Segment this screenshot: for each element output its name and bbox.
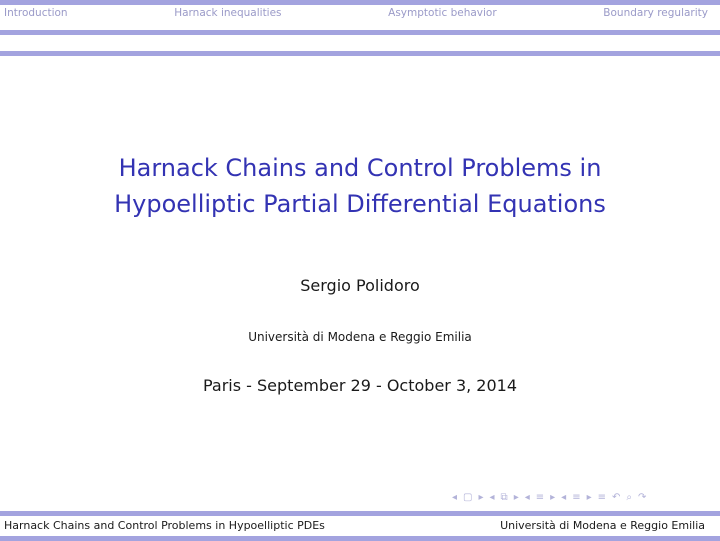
- footer-short-title: Harnack Chains and Control Problems in Hypoelliptic PDEs: [4, 519, 325, 532]
- prev-subsection-icon[interactable]: ◂: [524, 491, 530, 503]
- prev-section-icon[interactable]: ◂: [561, 491, 567, 503]
- footer-top-bar: [0, 511, 720, 516]
- slide-icon[interactable]: ▢: [463, 491, 473, 503]
- nav-item-boundary-regularity[interactable]: Boundary regularity: [603, 7, 708, 19]
- frame-icon[interactable]: ⧉: [500, 491, 508, 503]
- nav-item-introduction[interactable]: Introduction: [4, 7, 68, 19]
- header-divider-bar: [0, 51, 720, 56]
- beamer-navigation-symbols[interactable]: [452, 490, 712, 504]
- title-line-1: Harnack Chains and Control Problems in: [118, 154, 602, 182]
- next-subsection-icon[interactable]: ▸: [550, 491, 556, 503]
- footer-institution: Università di Modena e Reggio Emilia: [500, 519, 705, 532]
- title-line-2: Hypoelliptic Partial Differential Equations: [114, 190, 606, 218]
- prev-slide-icon[interactable]: ◂: [452, 491, 458, 503]
- prev-frame-icon[interactable]: ◂: [489, 491, 495, 503]
- next-slide-icon[interactable]: ▸: [478, 491, 484, 503]
- document-icon[interactable]: ≡: [597, 491, 607, 503]
- nav-bottom-bar: [0, 30, 720, 35]
- slide-title: [0, 150, 720, 222]
- nav-item-harnack-inequalities[interactable]: Harnack inequalities: [174, 7, 282, 19]
- next-frame-icon[interactable]: ▸: [513, 491, 519, 503]
- top-bar: [0, 0, 720, 5]
- event-date: Paris - September 29 - October 3, 2014: [202, 376, 518, 395]
- nav-item-asymptotic-behavior[interactable]: Asymptotic behavior: [388, 7, 497, 19]
- section-navigation: [0, 0, 720, 30]
- footer: [0, 511, 720, 541]
- author: Sergio Polidoro: [300, 276, 420, 295]
- search-back-icon[interactable]: ↶: [612, 491, 621, 503]
- search-forward-icon[interactable]: ↷: [638, 491, 647, 503]
- next-section-icon[interactable]: ▸: [586, 491, 592, 503]
- subsection-icon[interactable]: ≡: [535, 491, 545, 503]
- institution: Università di Modena e Reggio Emilia: [248, 330, 472, 344]
- footer-bottom-bar: [0, 536, 720, 541]
- section-icon[interactable]: ≡: [572, 491, 581, 503]
- search-icon[interactable]: ⌕: [626, 491, 633, 503]
